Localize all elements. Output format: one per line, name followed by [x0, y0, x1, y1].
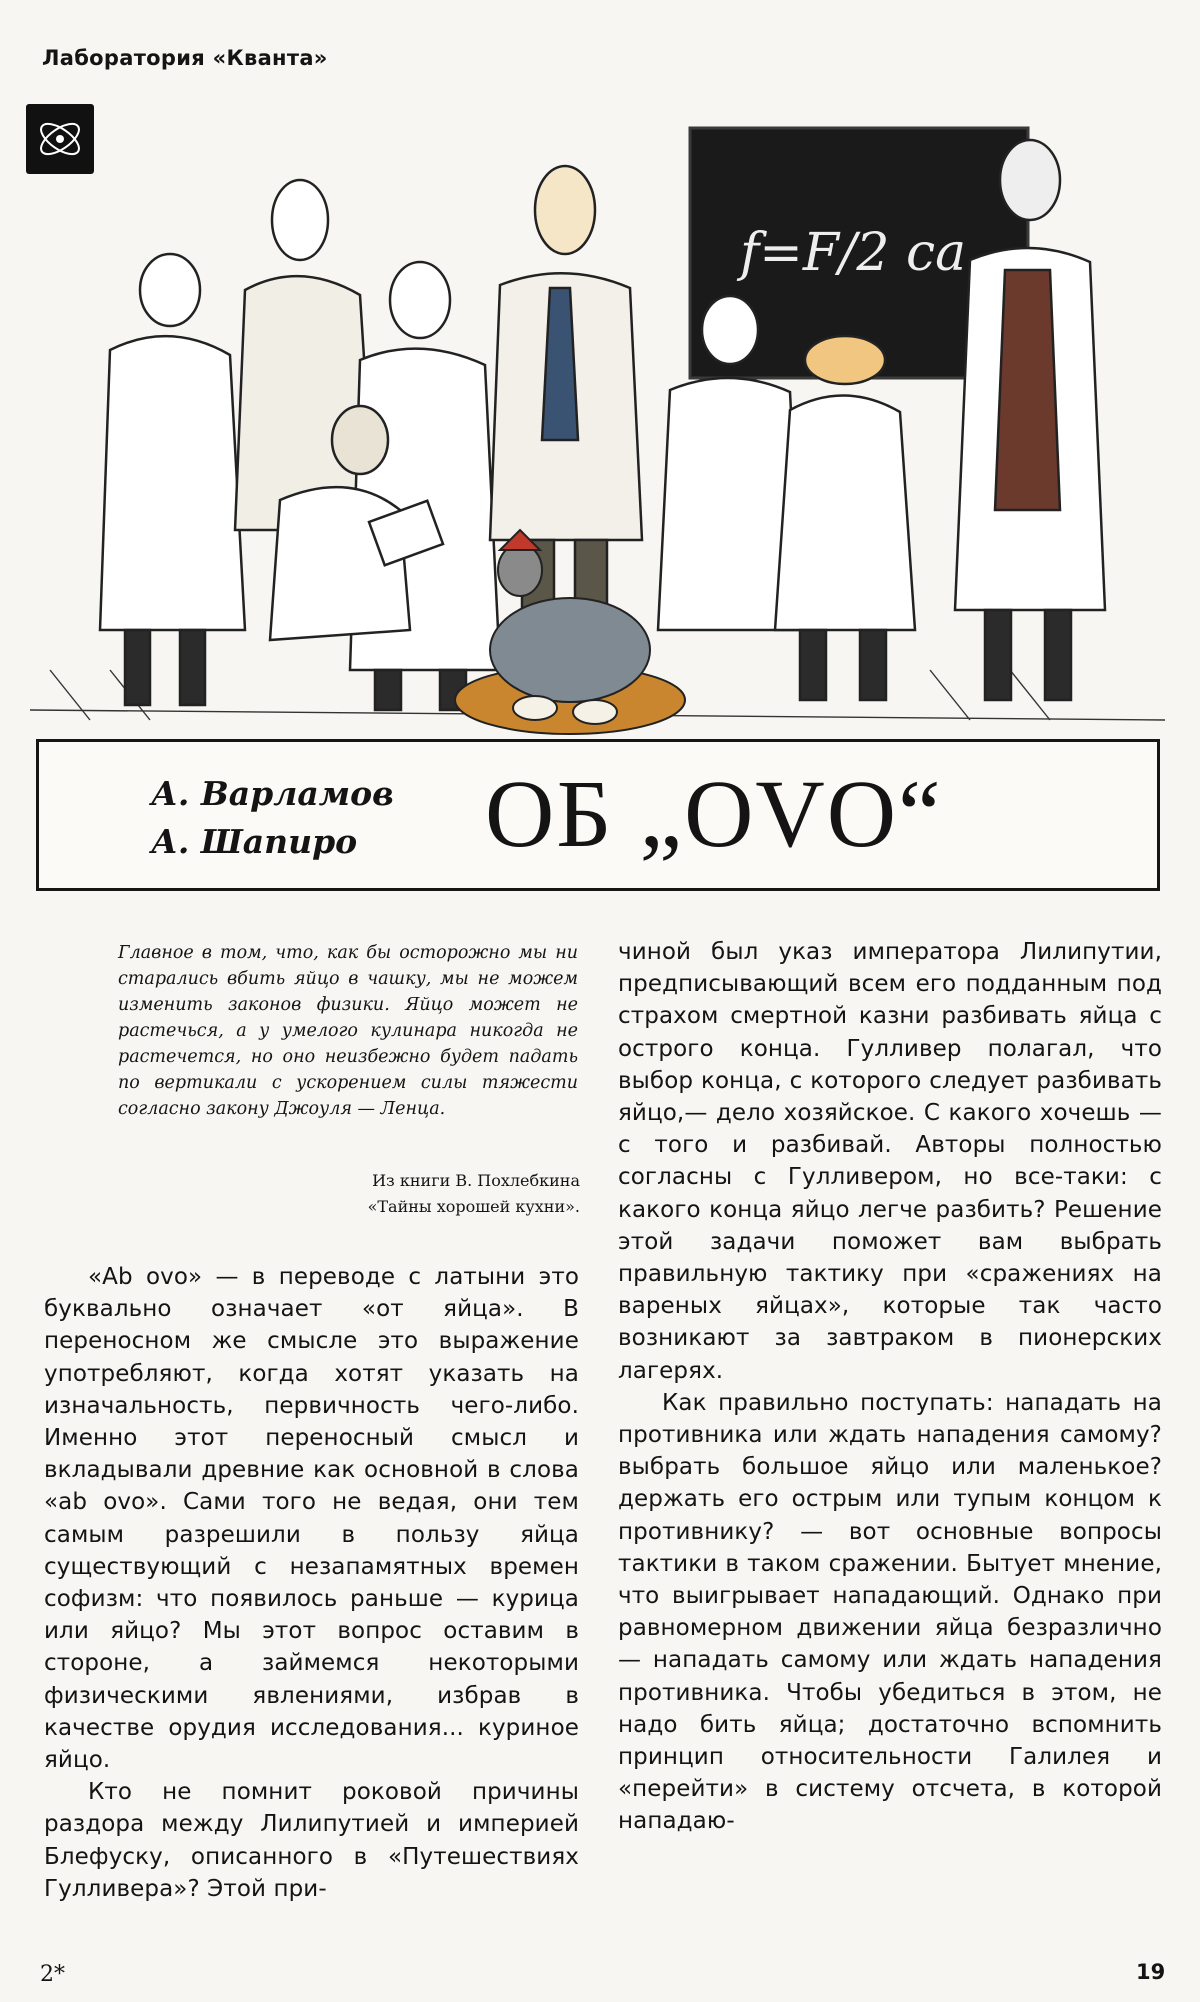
epigraph: Главное в том, что, как бы осторожно мы ни старались вбить яйцо в чашку, мы не можем изменить законов физики. Яйцо может не растечься, а у умелого кулинара никогда не растечется, но оно неизбежно будет падать по вертикали с ускорением силы тяжести согласно закону Джоуля — Ленца.	[118, 943, 578, 1119]
scientist-1	[100, 254, 245, 705]
left-paragraph-2: Кто не помнит роковой причины раздора между Лилипутией и империей Блефуску, описанного в «Путешествиях Гулливера»? Этой при-	[44, 1779, 579, 1902]
scientist-6	[775, 336, 915, 700]
left-paragraph-1: «Ab ovo» — в переводе с латыни это буквально означает «от яйца». В переносном же смысле это выражение употребляют, когда хотят указать на изначальность, первичность чего-либо. Именно этот переносный смысл и вкладывали древние как основной в слова «ab ovo». Сами того не ведая, они тем самым разрешили в пользу яйца существующий с незапамятных времен софизм: что появилось раньше — курица или яйцо? Мы этот вопрос оставим в стороне, а займемся некоторыми физическими явлениями, избрав в качестве орудия исследования... куриное яйцо.	[44, 1264, 579, 1774]
scientist-3	[350, 262, 500, 710]
author-1: А. Варламов	[151, 774, 394, 813]
blackboard-formula: f=F/2 ca	[740, 223, 967, 283]
epigraph-source	[200, 1168, 580, 1220]
article-title: ОБ „OVO“	[485, 760, 943, 867]
right-paragraph-2: Как правильно поступать: нападать на противника или ждать нападения самому? выбрать большое яйцо или маленькое? держать его острым или тупым концом к противнику? — вот основные вопросы тактики в таком сражении. Бытует мнение, что выигрывает нападающий. Однако при равномерном движении яйца безразлично — нападать самому или ждать нападения противника. Чтобы убедиться в этом, не надо бить яйца; достаточно вспомнить принцип относительности Галилея и «перейти» в систему отсчета, в которой нападаю-	[618, 1389, 1162, 1835]
title-block	[36, 739, 1160, 891]
section-header: Лаборатория «Кванта»	[42, 46, 328, 70]
authors	[151, 770, 394, 866]
page-number: 19	[1136, 1960, 1166, 1984]
right-column	[618, 936, 1162, 1838]
left-column	[44, 1261, 579, 1905]
right-paragraph-1: чиной был указ императора Лилипутии, предписывающий всем его подданным под страхом смертной казни разбивать яйца с острого конца. Гулливер полагал, что выбор конца, с которого следует разбивать яйцо,— дело хозяйское. С какого хочешь — с того и разбивай. Авторы полностью согласны с Гулливером, но все-таки: с какого конца яйцо легче разбить? Решение этой задачи поможет вам выбрать правильную тактику при «сражениях на вареных яйцах», которые так часто возникают за завтраком в пионерских лагерях.	[618, 939, 1162, 1384]
author-2: А. Шапиро	[151, 822, 358, 861]
epigraph-source-line-2: «Тайны хорошей кухни».	[367, 1197, 580, 1216]
epigraph-source-line-1: Из книги В. Похлебкина	[372, 1171, 580, 1190]
cartoon-illustration	[30, 110, 1165, 740]
scientist-2	[235, 180, 375, 530]
kvant-logo	[26, 104, 94, 174]
signature-mark: 2*	[40, 1962, 65, 1987]
